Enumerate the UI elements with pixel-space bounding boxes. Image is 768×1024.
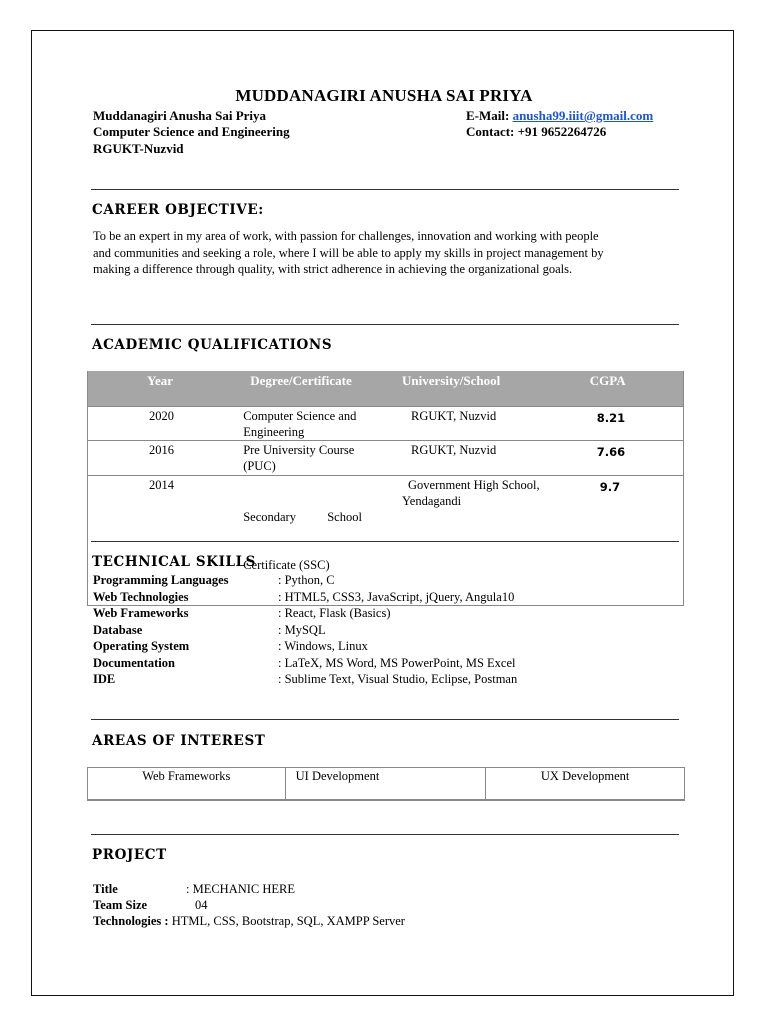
project-title-row	[93, 882, 295, 897]
skill-value: : Windows, Linux	[278, 639, 368, 653]
school-line: Yendagandi	[402, 494, 462, 508]
technologies-value: HTML, CSS, Bootstrap, SQL, XAMPP Server	[168, 914, 405, 928]
academic-heading: ACADEMIC QUALIFICATIONS	[92, 337, 333, 353]
degree-cell	[242, 407, 399, 441]
column-header-degree: Degree/Certificate	[242, 371, 399, 407]
interests-row	[88, 768, 685, 801]
divider	[91, 719, 679, 720]
cgpa-cell: 8.21	[559, 407, 684, 441]
interests-table	[87, 767, 685, 801]
interest-item: UX Development	[486, 768, 685, 801]
skill-row	[93, 605, 517, 622]
degree-line: Computer Science and	[243, 409, 357, 423]
skill-value: : HTML5, CSS3, JavaScript, jQuery, Angula10	[278, 589, 515, 604]
technical-skills-heading: TECHNICAL SKILLS	[92, 554, 257, 570]
skill-row	[93, 638, 517, 655]
year-cell: 2020	[88, 407, 243, 441]
divider	[91, 541, 679, 542]
divider	[91, 189, 679, 190]
skill-label: Operating System	[93, 639, 190, 653]
team-size-label: Team Size	[93, 898, 148, 912]
divider	[91, 834, 679, 835]
academic-table-header	[88, 371, 684, 407]
email-line	[466, 108, 653, 124]
interest-item: Web Frameworks	[88, 768, 286, 801]
skill-row	[93, 589, 517, 606]
team-size-row	[93, 898, 208, 913]
year-cell: 2016	[88, 441, 243, 476]
school-cell	[399, 441, 559, 476]
technologies-label: Technologies :	[93, 914, 169, 928]
skill-row	[93, 655, 517, 672]
interest-item: UI Development	[285, 768, 486, 801]
column-header-year: Year	[88, 371, 243, 407]
skill-value: : Sublime Text, Visual Studio, Eclipse, Postman	[278, 672, 518, 686]
team-size-value: 04	[195, 898, 208, 912]
skill-label: IDE	[93, 672, 116, 686]
career-line: To be an expert in my area of work, with passion for challenges, innovation and working with people	[93, 229, 599, 243]
skill-label: Web Technologies	[93, 589, 189, 604]
column-header-university: University/School	[399, 371, 559, 407]
skill-value: : Python, C	[278, 573, 335, 587]
skill-label: Web Frameworks	[93, 606, 189, 620]
school-line: RGUKT, Nuzvid	[411, 409, 497, 423]
technologies-row	[93, 914, 405, 929]
school-cell	[399, 407, 559, 441]
degree-cell	[242, 441, 399, 476]
resume-title: MUDDANAGIRI ANUSHA SAI PRIYA	[235, 86, 533, 105]
contact-number: Contact: +91 9652264726	[466, 124, 607, 139]
school-line: Government High School,	[408, 478, 540, 492]
project-title-label: Title	[93, 882, 118, 896]
career-objective-heading: CAREER OBJECTIVE:	[92, 202, 264, 218]
degree-line: Pre University Course	[243, 443, 355, 457]
skill-value: : LaTeX, MS Word, MS PowerPoint, MS Excel	[278, 655, 516, 670]
skill-label: Database	[93, 622, 143, 637]
skill-row	[93, 622, 517, 639]
degree-line: Engineering	[243, 425, 305, 439]
table-row	[88, 441, 684, 476]
skill-value: : React, Flask (Basics)	[278, 606, 391, 620]
degree-line: Certificate (SSC)	[243, 558, 330, 572]
divider	[91, 324, 679, 325]
project-heading: PROJECT	[92, 847, 167, 863]
skill-label: Documentation	[93, 655, 175, 670]
table-row	[88, 407, 684, 441]
year-cell: 2014	[88, 476, 243, 606]
skill-row	[93, 572, 517, 589]
skill-value: : MySQL	[278, 622, 326, 637]
areas-of-interest-heading: AREAS OF INTEREST	[92, 733, 266, 749]
email-link[interactable]: anusha99.iiit@gmail.com	[512, 108, 654, 123]
skills-list	[93, 572, 517, 688]
institute: RGUKT-Nuzvid	[93, 141, 184, 156]
academic-table	[87, 371, 684, 606]
skill-label: Programming Languages	[93, 573, 229, 587]
degree-line: Secondary School	[243, 510, 362, 524]
email-label: E-Mail:	[466, 108, 510, 123]
skill-row	[93, 671, 517, 688]
column-header-cgpa: CGPA	[559, 371, 684, 407]
degree-line: (PUC)	[243, 459, 276, 473]
career-line: making a difference through quality, with strict adherence in achieving the organizational goals.	[93, 262, 573, 276]
department: Computer Science and Engineering	[93, 124, 290, 139]
school-line: RGUKT, Nuzvid	[411, 443, 497, 457]
applicant-name: Muddanagiri Anusha Sai Priya	[93, 108, 267, 123]
cgpa-cell: 7.66	[559, 441, 684, 476]
project-title-value: : MECHANIC HERE	[186, 882, 296, 896]
career-line: and communities and seeking a role, where I will be able to apply my skills in project management by	[93, 245, 604, 260]
career-objective-text	[93, 228, 604, 278]
cgpa-cell: 9.7	[559, 476, 684, 606]
